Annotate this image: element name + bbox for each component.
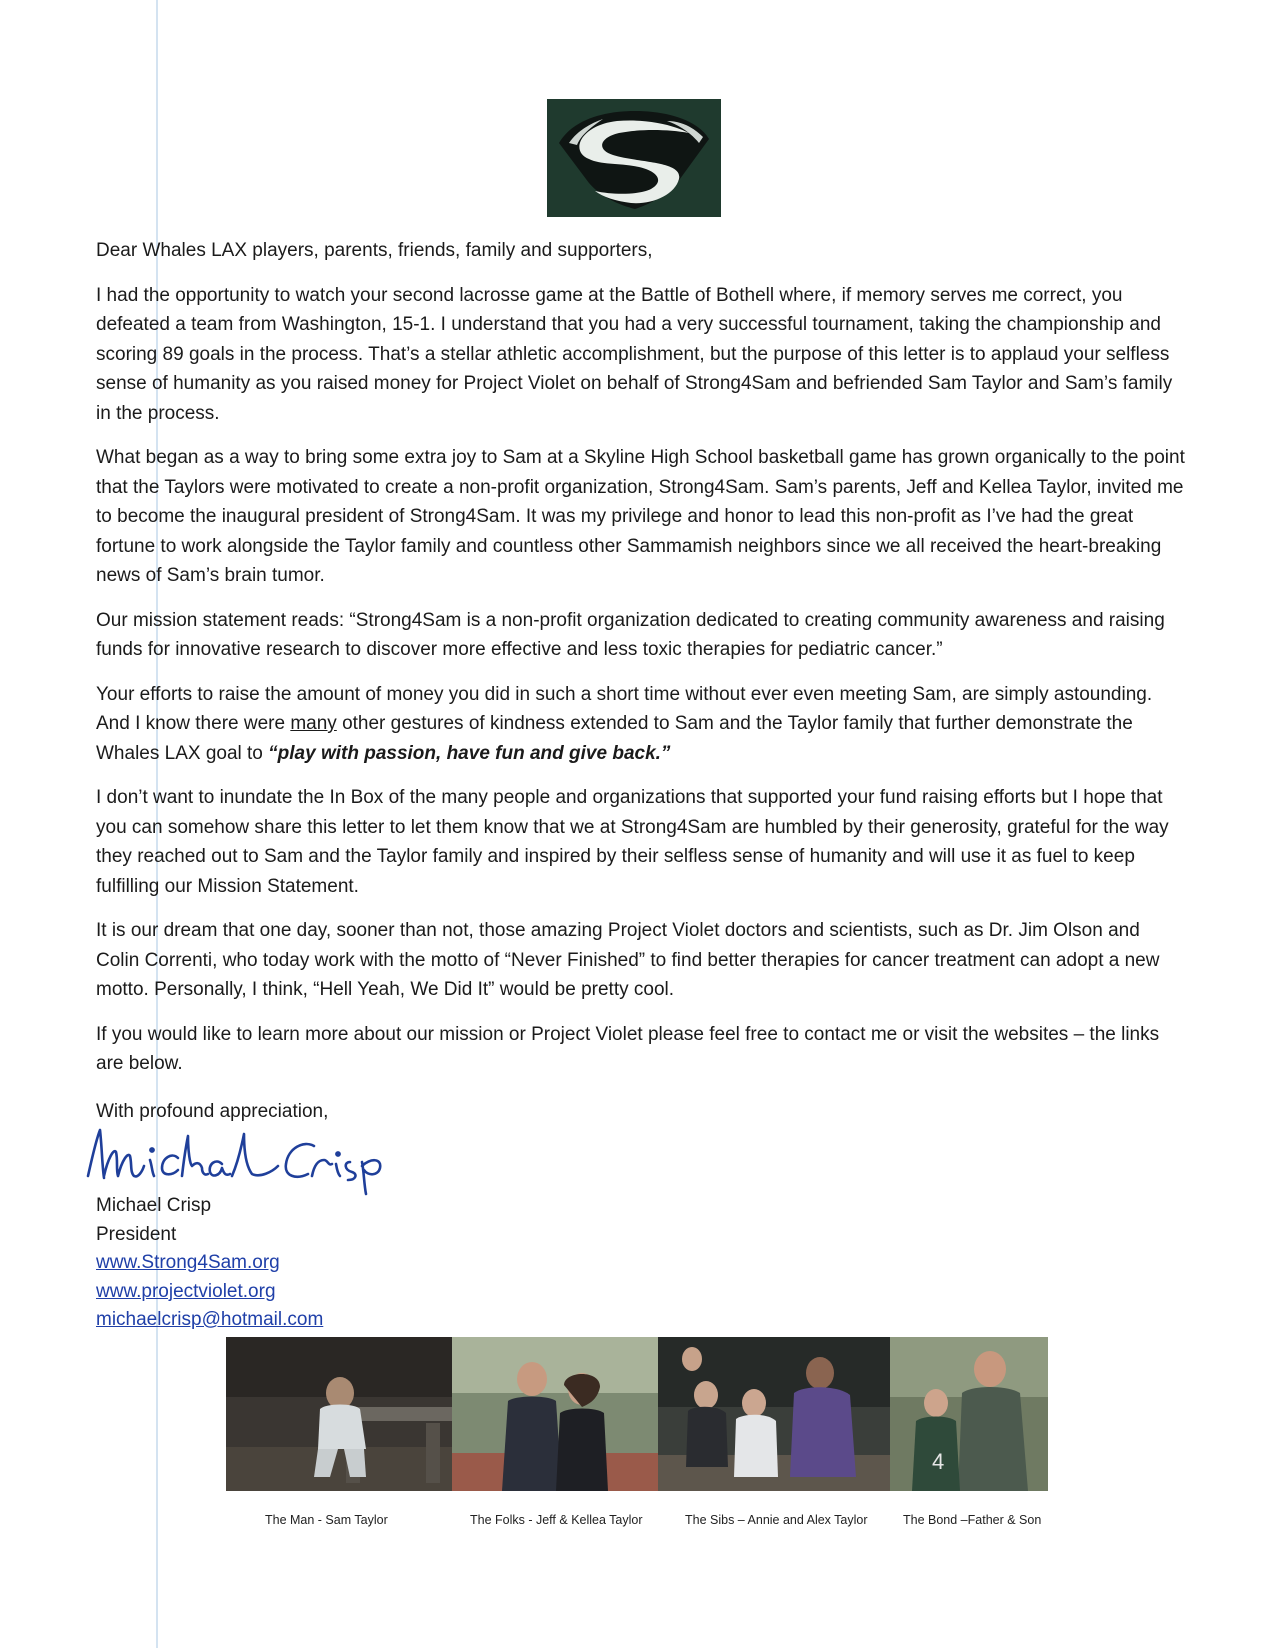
signer-name: Michael Crisp bbox=[96, 1195, 212, 1216]
caption-sam-taylor: The Man - Sam Taylor bbox=[265, 1513, 388, 1527]
photo-sam-taylor bbox=[226, 1337, 452, 1491]
projectviolet-link[interactable]: www.projectviolet.org bbox=[96, 1280, 276, 1302]
salutation: Dear Whales LAX players, parents, friends, family and supporters, bbox=[96, 240, 653, 261]
email-link[interactable]: michaelcrisp@hotmail.com bbox=[96, 1309, 324, 1330]
shield-icon bbox=[547, 99, 721, 217]
paragraph-4 bbox=[96, 680, 1186, 769]
paragraph-4-text-b: other gestures of kindness extended to Sam and the Taylor family that further demonstrate the Whales LAX goal to bbox=[96, 713, 1133, 764]
signoff-block bbox=[96, 1192, 323, 1335]
paragraph-4-motto: “play with passion, have fun and give back.” bbox=[268, 742, 671, 764]
caption-father-son: The Bond –Father & Son bbox=[903, 1513, 1042, 1527]
strong4sam-link[interactable]: www.Strong4Sam.org bbox=[96, 1252, 280, 1273]
paragraph-1: I had the opportunity to watch your second lacrosse game at the Battle of Bothell where, if memory serves me correct, you defeated a team from Washington, 15-1. I understand that you had a very successful tournament, taking the championship and scoring 89 goals in the process. That’s a stellar athletic accomplishment, but the purpose of this letter is to applaud your selfless sense of humanity as you raised money for Project Violet on behalf of Strong4Sam and befriended Sam Taylor and Sam’s family in the process. bbox=[96, 284, 1173, 424]
signer-title: President bbox=[96, 1223, 177, 1245]
photo-strip bbox=[226, 1337, 1048, 1491]
photo-father-son bbox=[890, 1337, 1048, 1491]
paragraph-3: Our mission statement reads: “Strong4Sam is a non-profit organization dedicated to creating community awareness and raising funds for innovative research to discover more effective and less toxic therapies for pediatric cancer.” bbox=[96, 609, 1165, 660]
paragraph-2: What began as a way to bring some extra joy to Sam at a Skyline High School basketball game has grown organically to the point that the Taylors were motivated to create a non-profit organization, Strong4Sam. Sam’s parents, Jeff and Kellea Taylor, invited me to become the inaugural president of Strong4Sam. It was my privilege and honor to lead this non-profit as I’ve had the great fortune to work alongside the Taylor family and countless other Sammamish neighbors since we all received the heart-breaking news of Sam’s brain tumor. bbox=[96, 447, 1185, 586]
paragraph-4-text-a: Your efforts to raise the amount of money you did in such a short time without ever even meeting Sam, are simply astounding. And I know there were bbox=[96, 683, 1153, 734]
closing: With profound appreciation, bbox=[96, 1100, 329, 1122]
letter-body bbox=[96, 236, 1186, 1126]
handwritten-signature bbox=[82, 1118, 392, 1198]
paragraph-6: It is our dream that one day, sooner than not, those amazing Project Violet doctors and scientists, such as Dr. Jim Olson and Colin Correnti, who today work with the motto of “Never Finished” to find better therapies for cancer treatment can adopt a new motto. Personally, I think, “Hell Yeah, We Did It” would be pretty cool. bbox=[96, 920, 1160, 1000]
photo-annie-alex-taylor bbox=[658, 1337, 890, 1491]
paragraph-7: If you would like to learn more about our mission or Project Violet please feel free to contact me or visit the websites – the links are below. bbox=[96, 1023, 1160, 1074]
paragraph-4-underlined: many bbox=[290, 713, 337, 734]
superman-logo bbox=[547, 99, 721, 217]
caption-annie-alex-taylor: The Sibs – Annie and Alex Taylor bbox=[685, 1513, 868, 1527]
svg-text:4: 4 bbox=[932, 1449, 945, 1474]
caption-jeff-kellea-taylor: The Folks - Jeff & Kellea Taylor bbox=[470, 1513, 643, 1527]
photo-jeff-kellea-taylor bbox=[452, 1337, 658, 1491]
paragraph-5: I don’t want to inundate the In Box of the many people and organizations that supported your fund raising efforts but I hope that you can somehow share this letter to let them know that we at Strong4Sam are humbled by their generosity, grateful for the way they reached out to Sam and the Taylor family and inspired by their selfless sense of humanity and will use it as fuel to keep fulfilling our Mission Statement. bbox=[96, 787, 1169, 897]
